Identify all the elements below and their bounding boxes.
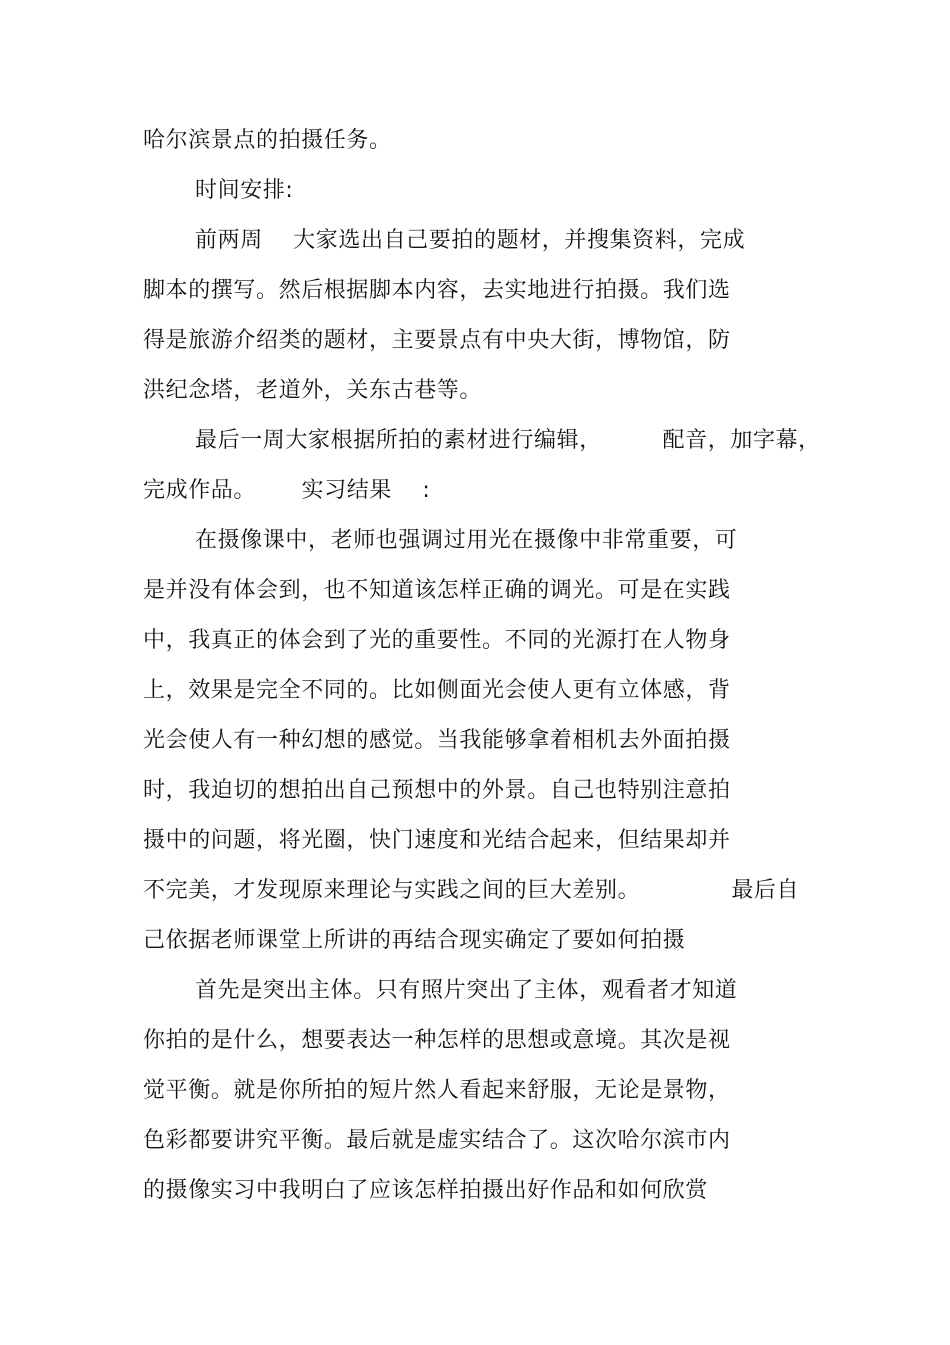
text-line: 首先是突出主体。只有照片突出了主体，观看者才知道 xyxy=(195,978,738,1003)
text-line: 完成作品。 实习结果 : xyxy=(143,478,431,503)
text-line: 在摄像课中，老师也强调过用光在摄像中非常重要，可 xyxy=(195,528,738,553)
text-line: 不完美，才发现原来理论与实践之间的巨大差别。 最后自 xyxy=(143,878,800,903)
text-line: 洪纪念塔，老道外，关东古巷等。 xyxy=(143,378,483,403)
text-line: 时间安排: xyxy=(195,178,294,203)
text-line: 光会使人有一种幻想的感觉。当我能够拿着相机去外面拍摄 xyxy=(143,728,731,753)
text-line: 前两周 大家选出自己要拍的题材，并搜集资料，完成 xyxy=(195,228,746,253)
text-line: 上，效果是完全不同的。比如侧面光会使人更有立体感，背 xyxy=(143,678,731,703)
text-line: 脚本的撰写。然后根据脚本内容，去实地进行拍摄。我们选 xyxy=(143,278,731,303)
text-line: 色彩都要讲究平衡。最后就是虚实结合了。这次哈尔滨市内 xyxy=(143,1128,731,1153)
text-line: 己依据老师课堂上所讲的再结合现实确定了要如何拍摄 xyxy=(143,928,686,953)
text-line: 摄中的问题，将光圈，快门速度和光结合起来，但结果却并 xyxy=(143,828,731,853)
text-line: 觉平衡。就是你所拍的短片然人看起来舒服，无论是景物， xyxy=(143,1078,731,1103)
text-line: 的摄像实习中我明白了应该怎样拍摄出好作品和如何欣赏 xyxy=(143,1178,709,1203)
text-line: 是并没有体会到，也不知道该怎样正确的调光。可是在实践 xyxy=(143,578,731,603)
text-line: 最后一周大家根据所拍的素材进行编辑， 配音，加字幕， xyxy=(195,428,821,453)
text-line: 得是旅游介绍类的题材，主要景点有中央大街，博物馆，防 xyxy=(143,328,731,353)
text-line: 哈尔滨景点的拍摄任务。 xyxy=(143,128,392,153)
text-line: 时，我迫切的想拍出自己预想中的外景。自己也特别注意拍 xyxy=(143,778,731,803)
text-line: 中，我真正的体会到了光的重要性。不同的光源打在人物身 xyxy=(143,628,731,653)
text-line: 你拍的是什么，想要表达一种怎样的思想或意境。其次是视 xyxy=(143,1028,731,1053)
